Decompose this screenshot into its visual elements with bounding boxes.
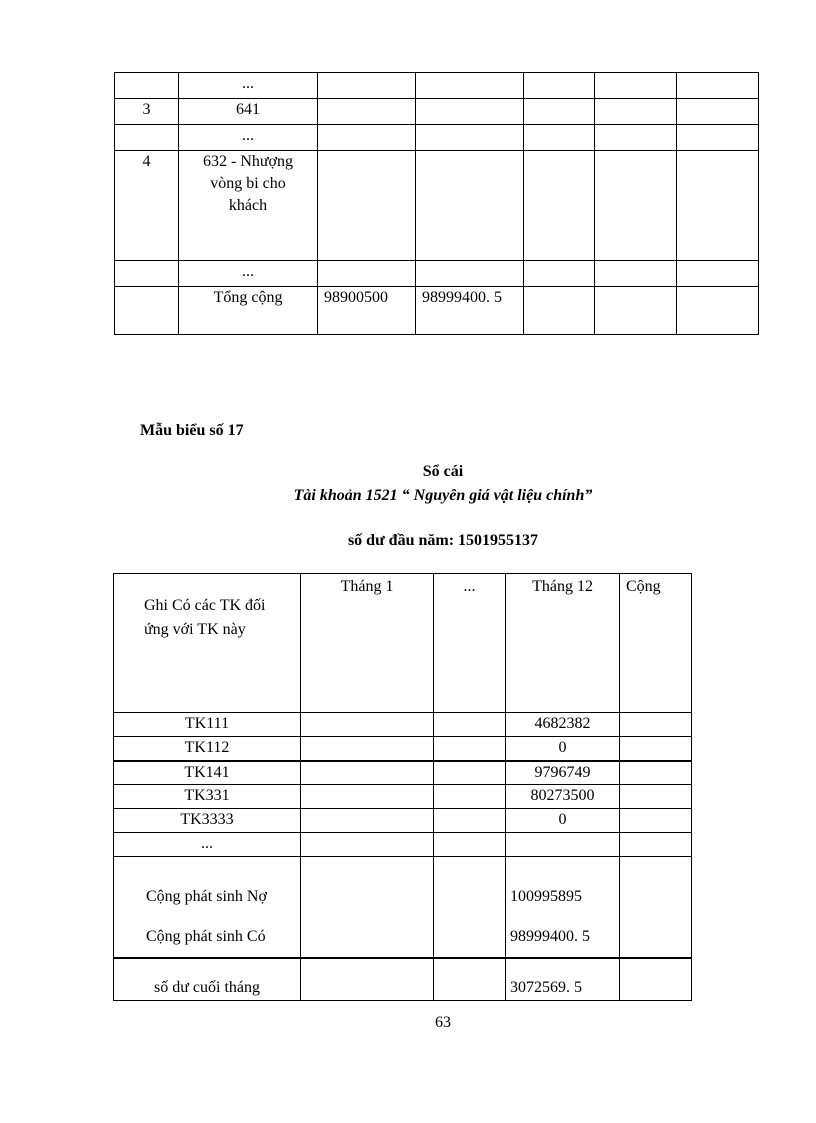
header-total: Cộng — [620, 574, 692, 713]
cell — [434, 857, 506, 959]
cell — [595, 261, 677, 287]
row-number — [115, 73, 179, 99]
row-number: 4 — [115, 151, 179, 261]
table-row — [114, 737, 692, 761]
cell — [524, 287, 595, 335]
cell — [677, 73, 759, 99]
header-month1: Tháng 1 — [301, 574, 434, 713]
cell — [318, 261, 416, 287]
table-row — [115, 261, 759, 287]
cell — [595, 73, 677, 99]
table-row — [114, 809, 692, 833]
totals-labels — [114, 857, 301, 959]
row-item: Tổng cộng — [179, 287, 318, 335]
header-ellipsis: ... — [434, 574, 506, 713]
cell — [595, 287, 677, 335]
cell — [416, 261, 524, 287]
form-label: Mẫu biểu số 17 — [140, 422, 244, 439]
totals-values — [506, 857, 620, 959]
cell — [434, 958, 506, 1000]
cell — [301, 857, 434, 959]
row-number — [115, 287, 179, 335]
totals-row — [114, 857, 692, 959]
row-item: ... — [179, 73, 318, 99]
table-header-row — [114, 574, 692, 713]
cell — [301, 785, 434, 809]
ledger-title: Sổ cái — [422, 463, 464, 480]
cell — [318, 99, 416, 125]
table-row — [114, 761, 692, 785]
cell — [524, 125, 595, 151]
credit-value: 98999400. 5 — [510, 928, 590, 945]
table-row — [114, 785, 692, 809]
table-row — [115, 73, 759, 99]
cell — [677, 151, 759, 261]
total-value-1: 98900500 — [318, 287, 416, 335]
table-row — [114, 833, 692, 857]
items-table — [114, 72, 759, 335]
debit-label: Cộng phát sinh Nợ — [146, 888, 267, 905]
account-month12: 80273500 — [506, 785, 620, 809]
cell — [434, 713, 506, 737]
table-row — [115, 125, 759, 151]
cell — [524, 73, 595, 99]
row-number: 3 — [115, 99, 179, 125]
cell — [524, 151, 595, 261]
account-name: TK112 — [114, 737, 301, 761]
row-item: ... — [179, 261, 318, 287]
cell — [677, 99, 759, 125]
total-value-2: 98999400. 5 — [416, 287, 524, 335]
debit-value: 100995895 — [510, 888, 582, 905]
account-name: TK331 — [114, 785, 301, 809]
cell — [595, 125, 677, 151]
cell — [620, 833, 692, 857]
cell — [301, 713, 434, 737]
cell — [620, 958, 692, 1000]
account-name: TK3333 — [114, 809, 301, 833]
cell — [595, 99, 677, 125]
table-row — [115, 151, 759, 261]
header-label: Ghi Có các TK đối ứng với TK này — [114, 574, 301, 713]
closing-value: 3072569. 5 — [506, 958, 620, 1000]
row-number — [115, 125, 179, 151]
cell — [677, 287, 759, 335]
cell — [620, 761, 692, 785]
ledger-subtitle: Tài khoản 1521 “ Nguyên giá vật liệu chính” — [293, 487, 593, 504]
cell — [318, 73, 416, 99]
credit-label: Cộng phát sinh Có — [146, 928, 266, 945]
cell — [301, 833, 434, 857]
cell — [620, 737, 692, 761]
cell — [620, 857, 692, 959]
cell — [620, 809, 692, 833]
account-name: TK141 — [114, 761, 301, 785]
cell — [416, 73, 524, 99]
cell — [416, 151, 524, 261]
cell — [620, 785, 692, 809]
cell — [434, 785, 506, 809]
row-item: 641 — [179, 99, 318, 125]
account-month12: 0 — [506, 737, 620, 761]
table-row — [115, 99, 759, 125]
opening-balance: số dư đầu năm: 1501955137 — [347, 532, 539, 549]
account-month12: 4682382 — [506, 713, 620, 737]
account-name: ... — [114, 833, 301, 857]
table-row-total — [115, 287, 759, 335]
ledger-table — [113, 573, 692, 1001]
cell — [301, 809, 434, 833]
account-name: TK111 — [114, 713, 301, 737]
cell — [524, 99, 595, 125]
cell — [301, 761, 434, 785]
table-row — [114, 713, 692, 737]
cell — [434, 737, 506, 761]
account-month12 — [506, 833, 620, 857]
cell — [524, 261, 595, 287]
cell — [595, 151, 677, 261]
cell — [301, 737, 434, 761]
cell — [677, 261, 759, 287]
cell — [620, 713, 692, 737]
closing-label: số dư cuối tháng — [114, 958, 301, 1000]
account-month12: 9796749 — [506, 761, 620, 785]
cell — [416, 99, 524, 125]
row-number — [115, 261, 179, 287]
cell — [434, 761, 506, 785]
header-month12: Tháng 12 — [506, 574, 620, 713]
row-item: ... — [179, 125, 318, 151]
cell — [677, 125, 759, 151]
cell — [434, 809, 506, 833]
account-month12: 0 — [506, 809, 620, 833]
cell — [318, 151, 416, 261]
cell — [434, 833, 506, 857]
row-item: 632 - Nhượng vòng bi cho khách — [179, 151, 318, 261]
cell — [301, 958, 434, 1000]
page-number: 63 — [435, 1014, 451, 1031]
closing-row — [114, 958, 692, 1000]
cell — [416, 125, 524, 151]
cell — [318, 125, 416, 151]
